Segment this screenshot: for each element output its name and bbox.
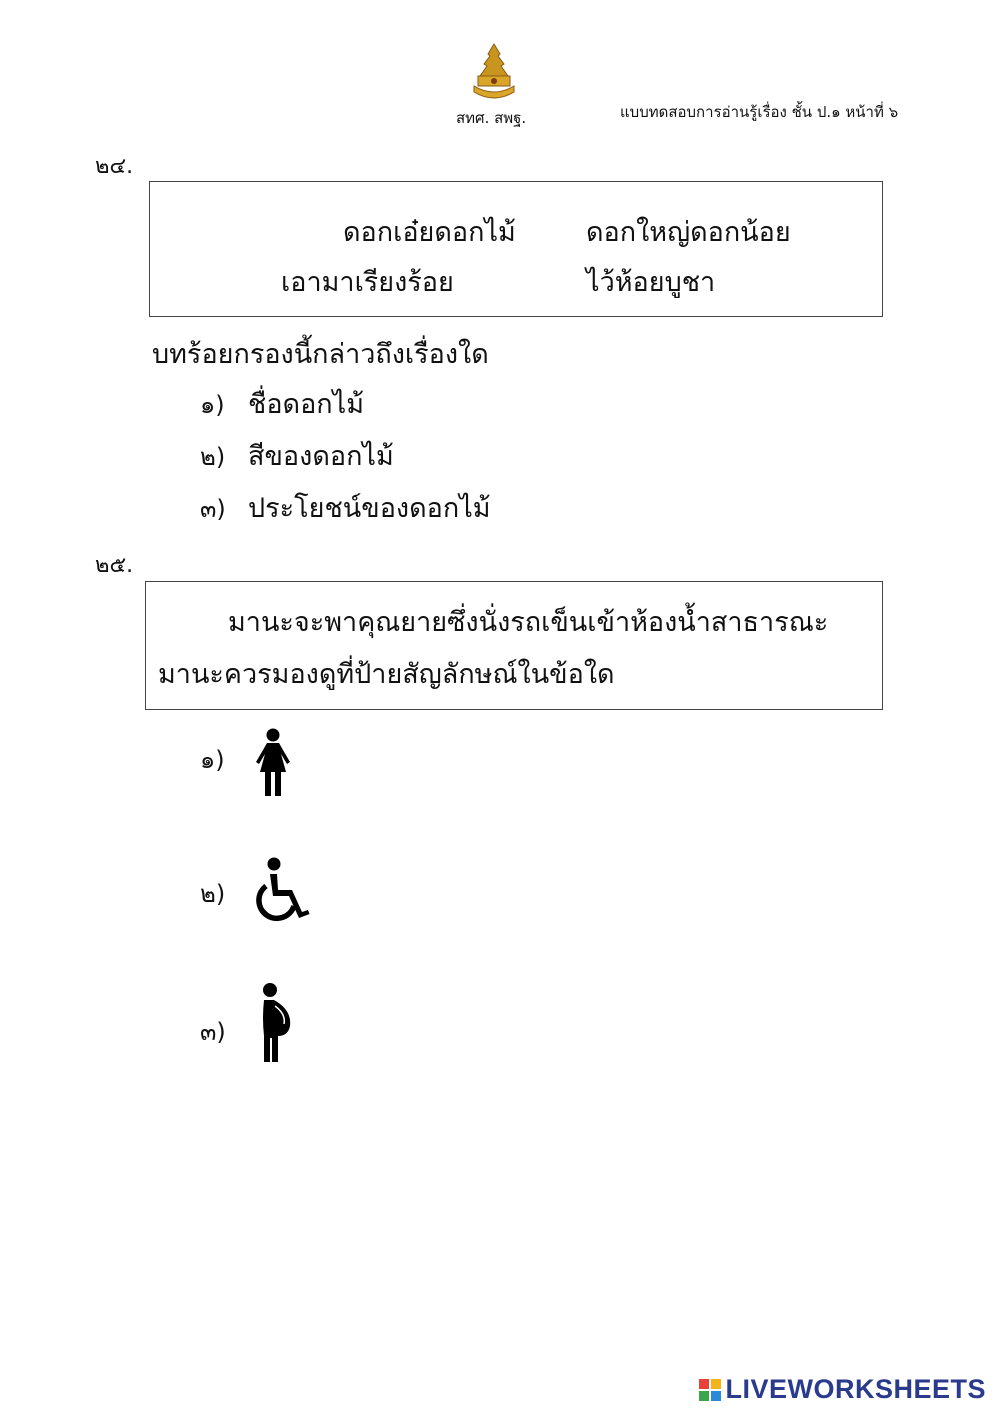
choice-24-3[interactable] [200, 486, 491, 529]
female-toilet-icon [250, 728, 296, 798]
school-emblem-icon [470, 42, 518, 104]
worksheet-title: แบบทดสอบการอ่านรู้เรื่อง ชั้น ป.๑ หน้าที่ ๖ [620, 103, 899, 121]
poem-line-2a: เอามาเรียงร้อย [281, 267, 454, 298]
organization-name: สทศ. สพฐ. [456, 109, 527, 127]
poem-box [149, 181, 883, 317]
choice-number: ๒) [200, 443, 226, 471]
passage-line-1: มานะจะพาคุณยายซึ่งนั่งรถเข็นเข้าห้องน้ำสาธารณะ [228, 607, 829, 638]
choice-number: ๑) [200, 746, 225, 774]
choice-24-1[interactable] [200, 382, 364, 425]
choice-text: สีของดอกไม้ [248, 441, 394, 472]
poem-line-1b: ดอกใหญ่ดอกน้อย [586, 217, 791, 248]
poem-line-2b: ไว้ห้อยบูชา [586, 267, 716, 298]
wheelchair-icon [252, 856, 312, 924]
brand-name: LIVEWORKSHEETS [725, 1374, 986, 1404]
choice-text: ชื่อดอกไม้ [248, 389, 365, 420]
choice-number: ๑) [200, 391, 225, 419]
liveworksheets-grid-icon [699, 1379, 721, 1401]
passage-box [145, 581, 883, 710]
choice-24-2[interactable] [200, 434, 394, 477]
pregnant-woman-icon [256, 982, 296, 1066]
passage-line-2: มานะควรมองดูที่ป้ายสัญลักษณ์ในข้อใด [158, 659, 615, 690]
liveworksheets-logo [699, 1374, 986, 1405]
question-number-24: ๒๔. [95, 154, 134, 179]
question-number-25: ๒๕. [95, 553, 134, 578]
choice-number: ๓) [200, 495, 226, 523]
choice-text: ประโยชน์ของดอกไม้ [248, 493, 491, 524]
question-24-prompt: บทร้อยกรองนี้กล่าวถึงเรื่องใด [152, 339, 489, 370]
choice-number: ๒) [200, 880, 226, 908]
poem-line-1a: ดอกเอ๋ยดอกไม้ [343, 217, 516, 248]
choice-number: ๓) [200, 1018, 226, 1046]
